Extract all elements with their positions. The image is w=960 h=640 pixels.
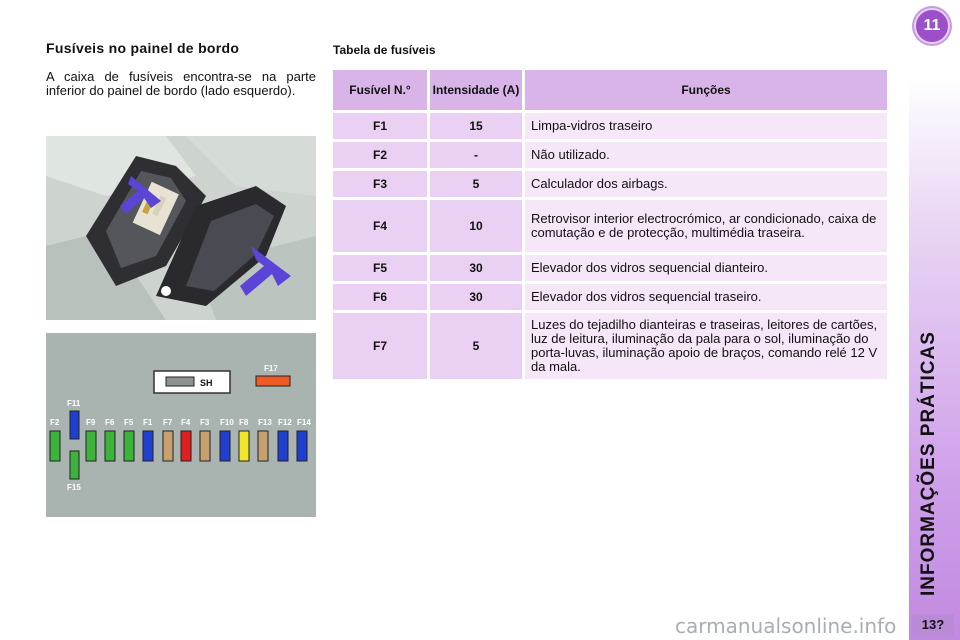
label-f17: F17: [264, 364, 278, 373]
fuse-layout-diagram: [46, 333, 316, 517]
shunt-slot: [166, 377, 194, 386]
fuse-number-cell: F1: [333, 113, 427, 139]
fuse-label-f9: F9: [86, 418, 96, 427]
fuse-amp-cell: 15: [430, 113, 522, 139]
page-number: 13?: [912, 614, 954, 636]
fuse-label-f12: F12: [278, 418, 292, 427]
fuse-amp-cell: 30: [430, 284, 522, 310]
fuse-amp-cell: -: [430, 142, 522, 168]
fuse-amp-cell: 10: [430, 200, 522, 252]
fuse-f1: [143, 431, 153, 461]
fuse-f13: [258, 431, 268, 461]
table-row: [333, 255, 887, 281]
fuse-f6: [105, 431, 115, 461]
chapter-number-badge: 11: [914, 8, 950, 44]
label-f15: F15: [67, 483, 81, 492]
fuse-label-f14: F14: [297, 418, 311, 427]
fuse-number-cell: F2: [333, 142, 427, 168]
fuse-table: [330, 67, 890, 382]
fuse-number-cell: F3: [333, 171, 427, 197]
fuse-label-f7: F7: [163, 418, 173, 427]
fuse-label-f2: F2: [50, 418, 60, 427]
fuse-label-f8: F8: [239, 418, 249, 427]
table-header-row: [333, 70, 887, 110]
table-row: [333, 113, 887, 139]
fuse-f5: [124, 431, 134, 461]
table-row: [333, 284, 887, 310]
fuse-f9: [86, 431, 96, 461]
fuse-amp-cell: 5: [430, 171, 522, 197]
table-row: [333, 313, 887, 379]
table-title: Tabela de fusíveis: [333, 43, 436, 57]
label-f11: F11: [67, 399, 81, 408]
fuse-amp-cell: 30: [430, 255, 522, 281]
fuse-label-f4: F4: [181, 418, 191, 427]
fuse-label-f1: F1: [143, 418, 153, 427]
fuse-function-cell: Luzes do tejadilho dianteiras e traseiras, leitores de cartões, luz de leitura, iluminação da pala para o sol, iluminação do porta-luvas, iluminação apoio de braços, comando relé 12 V da mala.: [525, 313, 887, 379]
header-fuse-number: Fusível N.°: [333, 70, 427, 110]
fuse-f11: [70, 411, 79, 439]
fuse-f10: [220, 431, 230, 461]
fuse-label-f10: F10: [220, 418, 234, 427]
fuse-label-f13: F13: [258, 418, 272, 427]
fuse-f4: [181, 431, 191, 461]
fuse-f15: [70, 451, 79, 479]
fuse-f17: [256, 376, 290, 386]
fuse-f3: [200, 431, 210, 461]
fuse-f7: [163, 431, 173, 461]
intro-paragraph: A caixa de fusíveis encontra-se na parte inferior do painel de bordo (lado esquerdo).: [46, 69, 316, 98]
section-title: Fusíveis no painel de bordo: [46, 40, 240, 56]
fuse-f8: [239, 431, 249, 461]
fuse-number-cell: F6: [333, 284, 427, 310]
fuse-number-cell: F4: [333, 200, 427, 252]
fuse-function-cell: Limpa-vidros traseiro: [525, 113, 887, 139]
fuse-number-cell: F5: [333, 255, 427, 281]
fuse-number-cell: F7: [333, 313, 427, 379]
intro-section: [46, 40, 316, 98]
fuse-label-f6: F6: [105, 418, 115, 427]
fuse-function-cell: Elevador dos vidros sequencial dianteiro.: [525, 255, 887, 281]
shunt-label: SH: [200, 378, 213, 388]
fuse-label-f5: F5: [124, 418, 134, 427]
fuse-f14: [297, 431, 307, 461]
fuse-function-cell: Não utilizado.: [525, 142, 887, 168]
fuse-f12: [278, 431, 288, 461]
fuse-function-cell: Calculador dos airbags.: [525, 171, 887, 197]
fuse-function-cell: Elevador dos vidros sequencial traseiro.: [525, 284, 887, 310]
header-intensity: Intensidade (A): [430, 70, 522, 110]
fuse-layout-drawing: [46, 333, 316, 517]
table-row: [333, 142, 887, 168]
watermark: carmanualsonline.info: [675, 614, 897, 638]
chapter-title: INFORMAÇÕES PRÁTICAS: [918, 331, 939, 596]
header-functions: Funções: [525, 70, 887, 110]
fusebox-location-illustration: [46, 136, 316, 320]
table-row: [333, 200, 887, 252]
fuse-f2: [50, 431, 60, 461]
fuse-function-cell: Retrovisor interior electrocrómico, ar condicionado, caixa de comutação e de protecção, multimédia traseira.: [525, 200, 887, 252]
fuse-label-f3: F3: [200, 418, 210, 427]
fuse-amp-cell: 5: [430, 313, 522, 379]
table-row: [333, 171, 887, 197]
fusebox-location-photo: [46, 136, 316, 320]
